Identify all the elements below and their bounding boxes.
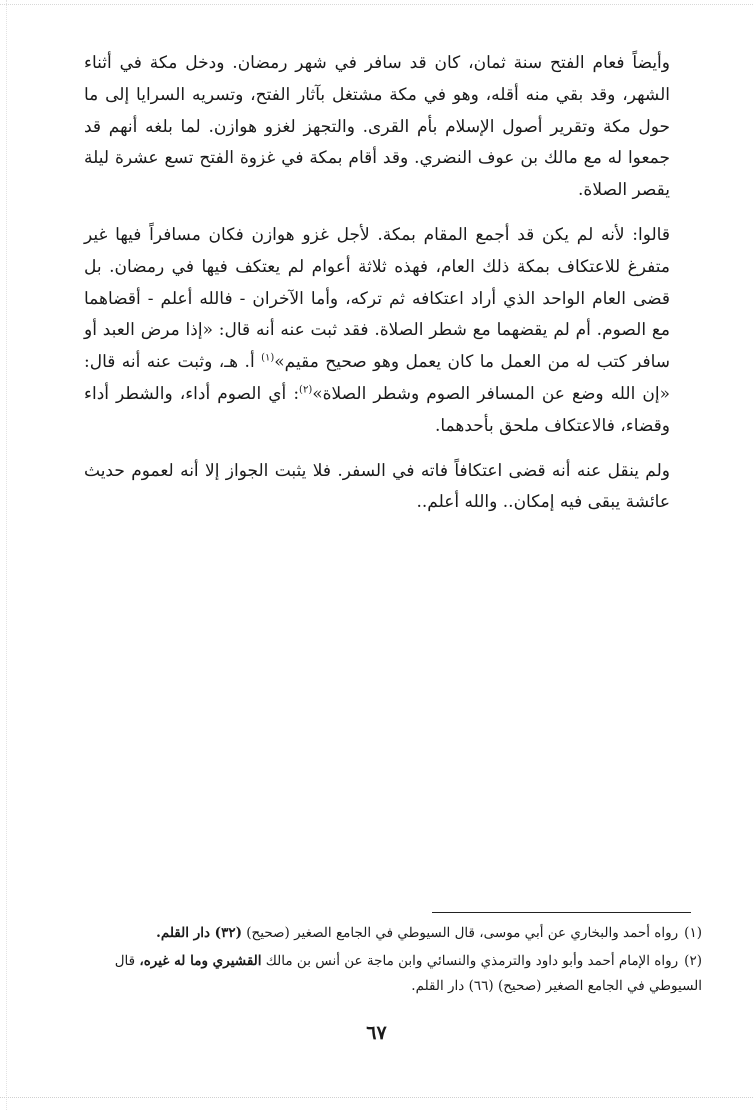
paragraph-1 <box>84 48 670 207</box>
footnote-2-bold: القشيري وما له غيره، <box>139 953 262 969</box>
footnote-2-number: (٢) <box>684 953 702 969</box>
body-text <box>84 48 670 532</box>
paragraph-2-part-3: : أي الصوم أداء، والشطر أداء وقضاء، فالاعتكاف ملحق بأحدهما. <box>84 383 670 436</box>
footnote-1-number: (١) <box>684 925 702 941</box>
paragraph-3-text: ولم ينقل عنه أنه قضى اعتكافاً فاته في السفر. فلا يثبت الجواز إلا أنه لعموم حديث عائشة يبقى فيه إمكان.. والله أعلم.. <box>84 460 670 513</box>
footnote-1 <box>84 921 702 946</box>
scan-edge-top <box>0 4 753 5</box>
scan-edge-bottom <box>0 1097 753 1098</box>
footnote-2 <box>84 949 702 999</box>
paragraph-2-part-1: قالوا: لأنه لم يكن قد أجمع المقام بمكة. لأجل غزو هوازن فكان مسافراً فيها غير متفرغ للاعتكاف بمكة ذلك العام، فهذه ثلاثة أعوام لم يعتكف فيها في رمضان. بل قضى العام الواحد الذي أراد اعتكافه ثم تركه، وأما الآخران - فالله أعلم - أقضاهما مع الصوم. أم لم يقضهما مع شطر الصلاة. فقد ثبت عنه أنه قال: «إذا مرض العبد أو سافر كتب له من العمل ما كان يعمل وهو صحيح مقيم» <box>84 224 671 373</box>
footnote-2-text-b: قال السيوطي في الجامع الصغير (صحيح) (٦٦) دار القلم. <box>114 953 702 994</box>
footnote-ref-2[interactable]: (٢) <box>299 384 313 396</box>
footnote-1-bold: (٣٢) دار القلم. <box>156 925 242 941</box>
footnote-2-text-a: رواه الإمام أحمد وأبو داود والترمذي والنسائي وابن ماجة عن أنس بن مالك <box>261 953 679 969</box>
paragraph-1-text: وأيضاً فعام الفتح سنة ثمان، كان قد سافر في شهر رمضان. ودخل مكة في أثناء الشهر، وقد بقي منه أقله، وهو في مكة مشتغل بآثار الفتح، وتسريه السرايا إلى ما حول مكة وتقرير أصول الإسلام بأم القرى. والتجهز لغزو هوازن. لما بلغه أنهم قد جمعوا له مع مالك بن عوف النضري. وقد أقام بمكة في غزوة الفتح تسع عشرة ليلة يقصر الصلاة. <box>84 53 670 201</box>
scan-edge-left <box>6 0 7 1110</box>
paragraph-3 <box>84 456 670 520</box>
page-number: ٦٧ <box>366 1022 387 1044</box>
paragraph-2 <box>84 220 670 443</box>
footnote-1-text: رواه أحمد والبخاري عن أبي موسى، قال السيوطي في الجامع الصغير (صحيح) <box>241 925 679 941</box>
footnotes <box>84 921 702 1002</box>
footnote-separator <box>432 912 691 913</box>
paragraph-2-part-2: أ. هـ، وثبت عنه أنه قال: «إن الله وضع عن المسافر الصوم وشطر الصلاة» <box>84 352 670 404</box>
footnote-ref-1[interactable]: (١) <box>261 352 275 364</box>
